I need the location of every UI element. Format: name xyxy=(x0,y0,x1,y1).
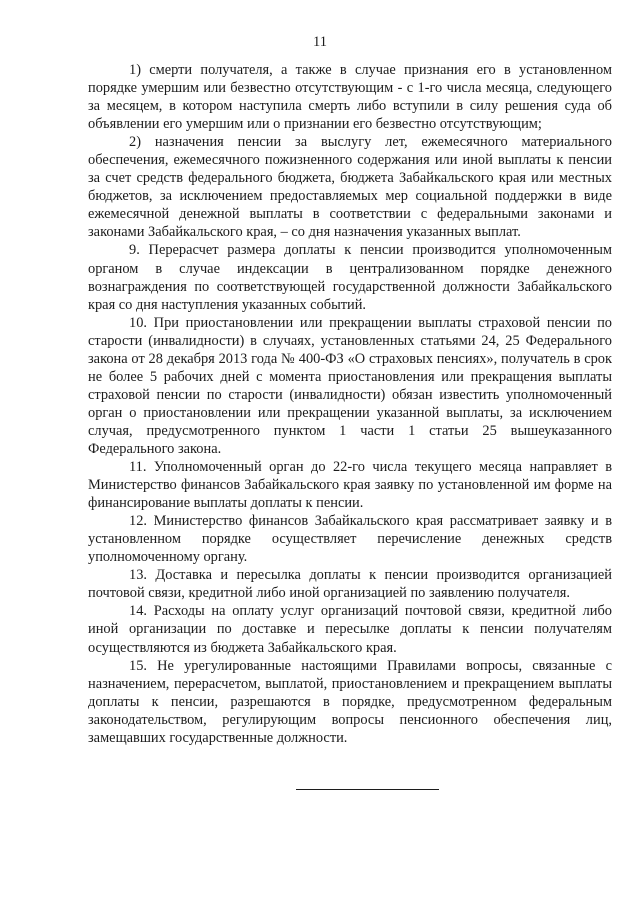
paragraph-clause-10: 10. При приостановлении или прекращении выплаты страховой пенсии по старости (инвалидности) в случаях, установленных статьями 24, 25 Федерального закона от 28 декабря 2013 года № 400-ФЗ «О страховых пенсиях», получатель в срок не более 5 рабочих дней с момента приостановления или прекращения выплаты страховой пенсии по старости (инвалидности) обязан известить уполномоченный орган о приостановлении или прекращении указанной выплаты, за исключением случая, предусмотренного пунктом 1 части 1 статьи 25 вышеуказанного Федерального закона. xyxy=(88,314,612,457)
paragraph-item-2: 2) назначения пенсии за выслугу лет, ежемесячного материального обеспечения, ежемесячного пожизненного содержания или иной выплаты к пенсии за счет средств федерального бюджета, бюджета Забайкальского края или местных бюджетов, за исключением предоставляемых мер социальной поддержки в виде ежемесячной денежной выплаты в соответствии с федеральными законами и законами Забайкальского края, – со дня назначения указанных выплат. xyxy=(88,134,612,241)
paragraph-clause-11: 11. Уполномоченный орган до 22-го числа текущего месяца направляет в Министерство финансов Забайкальского края заявку по установленной им форме на финансирование выплаты доплаты к пенсии. xyxy=(88,459,612,512)
page-number: 11 xyxy=(313,34,327,50)
paragraph-clause-12: 12. Министерство финансов Забайкальского края рассматривает заявку и в установленном порядке осуществляет перечисление денежных средств уполномоченному органу. xyxy=(88,513,612,566)
paragraph-clause-14: 14. Расходы на оплату услуг организаций почтовой связи, кредитной либо иной организации по доставке и пересылке доплаты к пенсии получателям осуществляются из бюджета Забайкальского края. xyxy=(88,603,612,656)
paragraph-clause-15: 15. Не урегулированные настоящими Правилами вопросы, связанные с назначением, перерасчетом, выплатой, приостановлением и прекращением выплаты доплаты к пенсии, разрешаются в порядке, предусмотренном федеральным законодательством, регулирующим вопросы пенсионного обеспечения лиц, замещавших государственные должности. xyxy=(88,657,612,746)
paragraph-clause-9: 9. Перерасчет размера доплаты к пенсии производится уполномоченным органом в случае индексации в централизованном порядке денежного вознаграждения по соответствующей государственной должности Забайкальского края со дня наступления указанных событий. xyxy=(88,242,612,313)
end-of-document-rule xyxy=(296,789,439,790)
paragraph-clause-13: 13. Доставка и пересылка доплаты к пенсии производится организацией почтовой связи, кредитной либо иной организацией по заявлению получателя. xyxy=(88,567,612,602)
paragraph-item-1: 1) смерти получателя, а также в случае признания его в установленном порядке умершим или безвестно отсутствующим - с 1-го числа месяца, следующего за месяцем, в котором наступила смерть либо вступили в силу решения суда об объявлении его умершим или о признании его безвестно отсутствующим; xyxy=(88,62,612,133)
document-body xyxy=(88,61,612,747)
